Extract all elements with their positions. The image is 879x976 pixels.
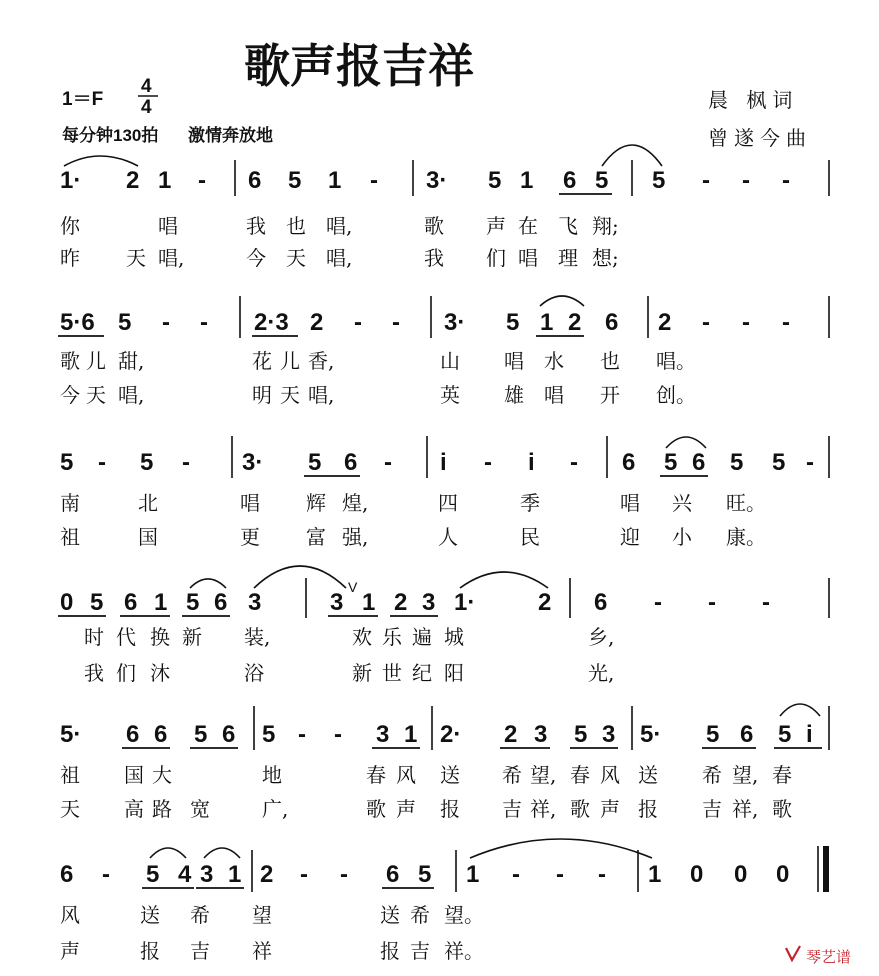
slur [204, 848, 240, 858]
note: - [708, 589, 716, 616]
lyric: 昨 [60, 246, 80, 270]
lyric: 天 [286, 246, 306, 270]
note: 5 [652, 167, 666, 194]
lyric: 送 [380, 903, 400, 927]
lyric: 唱, [308, 383, 335, 407]
note: 1 [540, 309, 554, 336]
lyric: 换 [150, 625, 170, 649]
lyric: 飞 [558, 214, 578, 238]
note: 3 [602, 721, 616, 748]
note: 2 [538, 589, 552, 616]
note: 2 [310, 309, 324, 336]
lyric: 光, [588, 661, 615, 685]
note: - [484, 449, 492, 476]
lyric: 吉 [702, 797, 722, 821]
note: 5 [118, 309, 132, 336]
lyric: 送 [638, 763, 658, 787]
lyric: 香, [308, 349, 335, 373]
lyric: 唱, [158, 246, 185, 270]
lyric: 欢 [352, 625, 372, 649]
lyric: 甜, [118, 349, 145, 373]
lyric: 人 [438, 525, 458, 549]
lyric: 煌, [342, 491, 369, 515]
note: 2· [440, 721, 462, 748]
note: 6 [692, 449, 706, 476]
lyric: 强, [342, 525, 369, 549]
lyric: 南 [60, 491, 80, 515]
lyric: 今 [60, 383, 80, 407]
lyric: 时 [84, 625, 104, 649]
note: - [102, 861, 110, 888]
note: 3 [248, 589, 262, 616]
lyric: 春 [772, 763, 792, 787]
note: 3 [534, 721, 548, 748]
lyric: 路 [152, 797, 172, 821]
lyric: 纪 [412, 661, 432, 685]
lyric: 唱, [326, 214, 353, 238]
lyric: 浴 [244, 661, 264, 685]
note: 6 [622, 449, 636, 476]
note: - [354, 309, 362, 336]
note: - [512, 861, 520, 888]
lyric: 季 [520, 491, 540, 515]
slur [666, 437, 706, 448]
note: 1· [60, 167, 82, 194]
note: - [782, 167, 790, 194]
note: 3 [330, 589, 344, 616]
note: - [806, 449, 814, 476]
lyric: 新 [352, 661, 372, 685]
key-signature: 1＝F [62, 89, 104, 110]
lyric: 祥, [530, 797, 557, 821]
note: 5 [418, 861, 432, 888]
lyric: 春 [366, 763, 386, 787]
note: 5 [288, 167, 302, 194]
note: - [162, 309, 170, 336]
lyric: 富 [306, 525, 326, 549]
lyric: 小 [672, 525, 692, 549]
note: 2 [126, 167, 140, 194]
lyric: 我 [84, 661, 104, 685]
tempo-marking: 每分钟130拍 [62, 126, 159, 145]
lyric: 吉 [410, 939, 430, 963]
note: 6 [563, 167, 577, 194]
lyric: 乐 [382, 625, 402, 649]
lyric: 歌 [424, 214, 444, 238]
breath-mark: V [348, 579, 358, 595]
note: 6 [154, 721, 168, 748]
lyric: 我 [424, 246, 444, 270]
note: 2 [568, 309, 582, 336]
note: - [384, 449, 392, 476]
lyric: 康。 [726, 525, 766, 549]
lyric: 创。 [656, 383, 696, 407]
lyric: 旺。 [726, 491, 766, 515]
lyric: 明 [252, 383, 272, 407]
lyric: 水 [544, 349, 564, 373]
lyric: 希 [410, 903, 430, 927]
lyric: 歌 [60, 349, 80, 373]
note: i [806, 721, 813, 748]
note: 1 [158, 167, 172, 194]
note: - [782, 309, 790, 336]
lyric: 民 [520, 525, 540, 549]
time-signature-bottom: 4 [141, 97, 152, 118]
note: 6 [126, 721, 140, 748]
note: 2 [504, 721, 518, 748]
lyric: 唱, [326, 246, 353, 270]
note: - [200, 309, 208, 336]
note: 3 [422, 589, 436, 616]
system-3 [60, 436, 829, 549]
note: - [334, 721, 342, 748]
system-1 [60, 145, 829, 270]
note: - [702, 309, 710, 336]
note: 3· [242, 449, 264, 476]
note: 6 [605, 309, 619, 336]
note: 1 [362, 589, 376, 616]
note: 5 [488, 167, 502, 194]
note: 6 [344, 449, 358, 476]
lyric: 开 [600, 383, 620, 407]
lyric: 祖 [60, 763, 80, 787]
lyric: 也 [286, 214, 306, 238]
note: - [182, 449, 190, 476]
note: 0 [776, 861, 790, 888]
lyric: 唱, [118, 383, 145, 407]
lyric: 唱 [240, 491, 260, 515]
lyric: 唱 [158, 214, 178, 238]
lyric: 天 [86, 383, 106, 407]
note: 2 [658, 309, 672, 336]
note: 5 [262, 721, 276, 748]
note: 5 [146, 861, 160, 888]
note: - [570, 449, 578, 476]
note: - [340, 861, 348, 888]
lyric: 歌 [366, 797, 386, 821]
note: - [742, 167, 750, 194]
lyric: 代 [116, 625, 136, 649]
slur [150, 848, 186, 858]
note: 3· [444, 309, 466, 336]
lyric: 吉 [502, 797, 522, 821]
note: 1 [228, 861, 242, 888]
lyric: 祥 [252, 939, 272, 963]
note: 6 [386, 861, 400, 888]
note: 3 [376, 721, 390, 748]
system-6 [60, 839, 829, 963]
lyric: 国 [124, 763, 144, 787]
note: 5 [778, 721, 792, 748]
lyric: 你 [60, 214, 80, 238]
lyric: 大 [152, 763, 172, 787]
note: 5 [60, 449, 74, 476]
lyric: 望, [732, 763, 759, 787]
slur [64, 156, 138, 166]
note: 1· [454, 589, 476, 616]
lyric: 风 [60, 903, 80, 927]
note: 3 [200, 861, 214, 888]
watermark [786, 946, 851, 966]
tie [470, 839, 652, 858]
lyric: 声 [396, 797, 416, 821]
lyric: 四 [438, 491, 458, 515]
note: - [98, 449, 106, 476]
note: 1 [648, 861, 662, 888]
watermark-logo-icon [786, 946, 800, 960]
lyric: 沐 [150, 661, 170, 685]
lyric: 唱 [518, 246, 538, 270]
watermark-text: 琴艺谱 [806, 949, 852, 966]
lyric: 花 [252, 349, 272, 373]
note: 5 [194, 721, 208, 748]
note: - [300, 861, 308, 888]
lyric: 兴 [672, 491, 692, 515]
lyric: 送 [140, 903, 160, 927]
note: 5·6 [60, 309, 95, 336]
lyric: 唱。 [656, 349, 696, 373]
lyric: 翔; [592, 214, 619, 238]
lyric: 报 [380, 939, 400, 963]
note: 0 [690, 861, 704, 888]
lyric: 声 [486, 214, 506, 238]
expression-marking: 激情奔放地 [188, 126, 273, 145]
lyric: 更 [240, 525, 260, 549]
slur [254, 566, 346, 588]
lyric: 儿 [86, 349, 106, 373]
note: - [762, 589, 770, 616]
note: - [392, 309, 400, 336]
lyric: 吉 [190, 939, 210, 963]
lyricist-credit: 晨 枫词 [708, 88, 799, 112]
lyric: 天 [126, 246, 146, 270]
slur [460, 572, 548, 588]
lyric: 迎 [620, 525, 640, 549]
note: 1 [328, 167, 342, 194]
note: 2 [260, 861, 274, 888]
note: 5 [595, 167, 609, 194]
note: 5 [140, 449, 154, 476]
lyric: 遍 [412, 625, 432, 649]
lyric: 春 [570, 763, 590, 787]
song-title: 歌声报吉祥 [244, 39, 474, 93]
note: 6 [214, 589, 228, 616]
lyric: 望 [252, 903, 272, 927]
note: 2·3 [254, 309, 289, 336]
lyric: 装, [244, 625, 271, 649]
lyric: 想; [592, 246, 619, 270]
lyric: 祥, [732, 797, 759, 821]
note: - [598, 861, 606, 888]
lyric: 理 [558, 246, 578, 270]
note: i [440, 449, 447, 476]
lyric: 唱 [620, 491, 640, 515]
lyric: 送 [440, 763, 460, 787]
lyric: 唱 [544, 383, 564, 407]
note: 6 [124, 589, 138, 616]
lyric: 儿 [280, 349, 300, 373]
note: 6 [594, 589, 608, 616]
lyric: 天 [280, 383, 300, 407]
note: 5 [90, 589, 104, 616]
lyric: 报 [638, 797, 658, 821]
lyric: 山 [440, 349, 460, 373]
slur [780, 704, 820, 716]
note: 6 [60, 861, 74, 888]
note: 6 [222, 721, 236, 748]
lyric: 国 [138, 525, 158, 549]
lyric: 歌 [772, 797, 792, 821]
lyric: 希 [502, 763, 522, 787]
note: - [556, 861, 564, 888]
lyric: 雄 [504, 383, 524, 407]
note: 6 [740, 721, 754, 748]
final-barline-thick [823, 846, 829, 892]
lyric: 望, [530, 763, 557, 787]
slur [540, 296, 584, 306]
note: - [370, 167, 378, 194]
note: - [298, 721, 306, 748]
note: 5· [640, 721, 662, 748]
lyric: 风 [396, 763, 416, 787]
note: 5 [308, 449, 322, 476]
lyric: 英 [440, 383, 460, 407]
note: 0 [734, 861, 748, 888]
note: 0 [60, 589, 74, 616]
note: 1 [520, 167, 534, 194]
lyric: 祖 [60, 525, 80, 549]
lyric: 望。 [444, 903, 484, 927]
note: - [198, 167, 206, 194]
lyric: 天 [60, 797, 80, 821]
lyric: 风 [600, 763, 620, 787]
lyric: 们 [486, 246, 506, 270]
lyric: 唱 [504, 349, 524, 373]
composer-credit: 曾遂今曲 [708, 126, 812, 150]
lyric: 阳 [444, 661, 464, 685]
note: i [528, 449, 535, 476]
lyric: 也 [600, 349, 620, 373]
lyric: 声 [600, 797, 620, 821]
note: 6 [248, 167, 262, 194]
time-signature-top: 4 [141, 76, 152, 97]
lyric: 高 [124, 797, 144, 821]
lyric: 们 [116, 661, 136, 685]
note: 5 [772, 449, 786, 476]
lyric: 歌 [570, 797, 590, 821]
note: - [742, 309, 750, 336]
lyric: 宽 [190, 797, 210, 821]
note: 1 [466, 861, 480, 888]
note: 5 [506, 309, 520, 336]
note: - [654, 589, 662, 616]
note: 1 [404, 721, 418, 748]
lyric: 新 [182, 625, 202, 649]
lyric: 希 [190, 903, 210, 927]
system-2 [58, 296, 829, 407]
lyric: 我 [246, 214, 266, 238]
lyric: 报 [440, 797, 460, 821]
lyric: 乡, [588, 625, 615, 649]
lyric: 声 [60, 939, 80, 963]
note: 5 [574, 721, 588, 748]
note: 3· [426, 167, 448, 194]
lyric: 报 [140, 939, 160, 963]
lyric: 地 [262, 763, 282, 787]
system-5 [60, 704, 829, 821]
lyric: 北 [138, 491, 158, 515]
note: 2 [394, 589, 408, 616]
lyric: 今 [246, 246, 266, 270]
lyric: 城 [444, 625, 464, 649]
note: 5 [706, 721, 720, 748]
slur [190, 579, 226, 588]
lyric: 希 [702, 763, 722, 787]
lyric: 在 [518, 214, 538, 238]
note: 5 [730, 449, 744, 476]
system-4 [58, 566, 829, 685]
lyric: 祥。 [444, 939, 484, 963]
note: 5 [186, 589, 200, 616]
note: 1 [154, 589, 168, 616]
lyric: 辉 [306, 491, 326, 515]
lyric: 广, [262, 797, 289, 821]
note: 4 [178, 861, 192, 888]
note: 5 [664, 449, 678, 476]
lyric: 世 [382, 661, 402, 685]
note: - [702, 167, 710, 194]
note: 5· [60, 721, 82, 748]
